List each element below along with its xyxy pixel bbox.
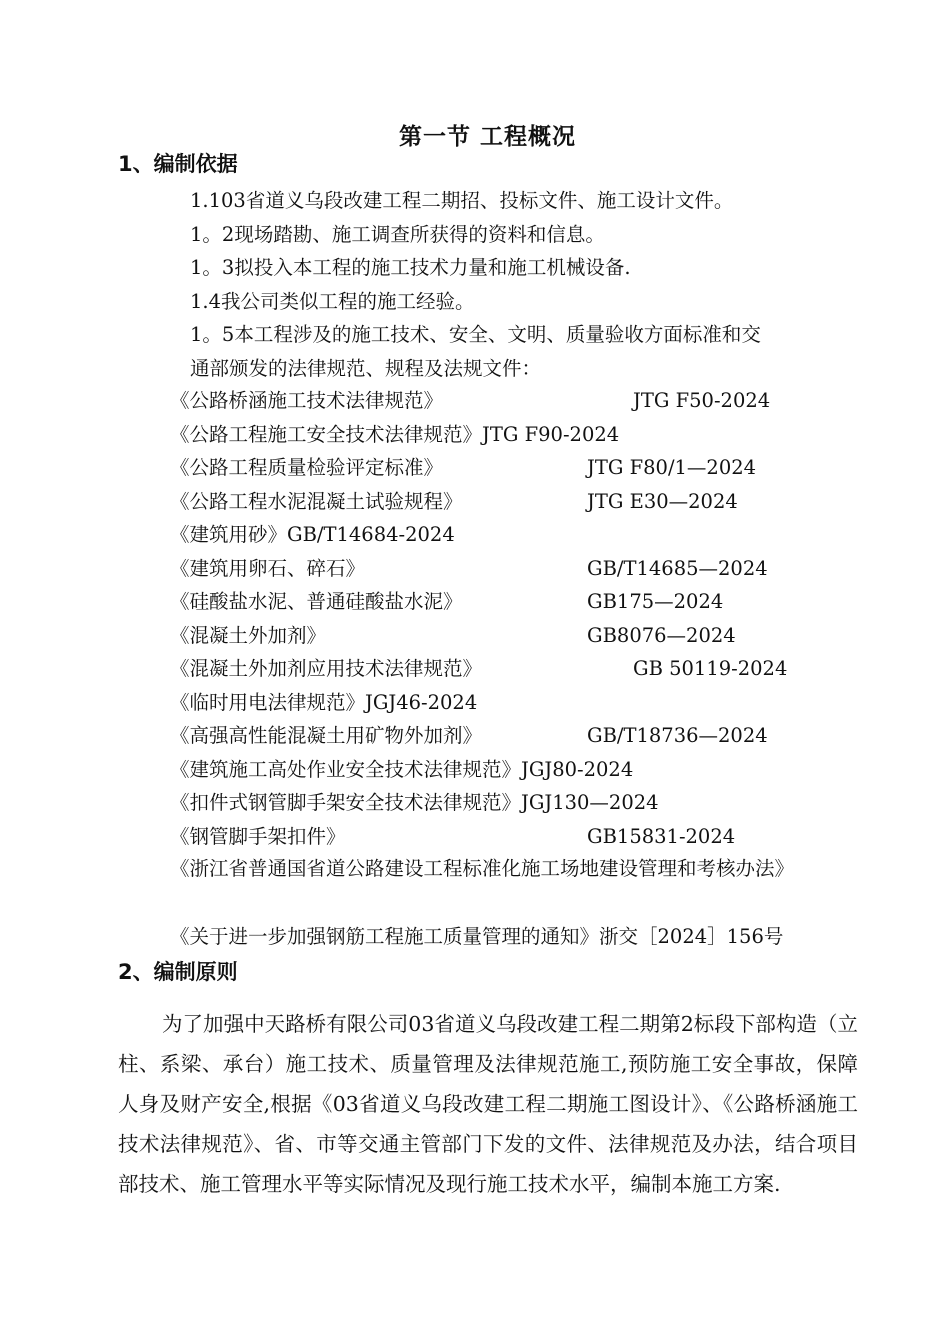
principles-paragraph: 为了加强中天路桥有限公司03省道义乌段改建工程二期第2标段下部构造（立柱、系梁、承台）施工技术、质量管理及法律规范施工,预防施工安全事故，保障人身及财产安全,根据《03省道义乌段改建工程二期施工图设计》、《公路桥涵施工技术法律规范》、省、市等交通主管部门下发的文件、法律规范及办法，结合项目部技术、施工管理水平等实际情况及现行施工技术水平，编制本施工方案. (118, 1012, 858, 1196)
standard-item (170, 652, 890, 686)
standard-item (170, 753, 890, 787)
standard-item (170, 585, 890, 619)
section-heading-principles: 2、编制原则 (118, 960, 238, 984)
basis-item: 1。2现场踏勘、施工调查所获得的资料和信息。 (190, 222, 605, 246)
standard-code: JTG F80/1—2024 (587, 456, 757, 479)
standard-item (170, 719, 890, 753)
standard-name: 《公路桥涵施工技术法律规范》 (170, 389, 444, 412)
standards-list (170, 384, 890, 853)
standard-name: 《公路工程施工安全技术法律规范》JTG F90-2024 (170, 422, 620, 446)
standard-item (170, 384, 890, 418)
standard-name: 《建筑用砂》GB/T14684-2024 (170, 523, 455, 546)
basis-item: 1.4我公司类似工程的施工经验。 (190, 289, 475, 313)
standard-code: GB 50119-2024 (633, 657, 788, 680)
standard-name: 《公路工程质量检验评定标准》 (170, 456, 444, 479)
standard-code: GB/T14685—2024 (587, 556, 768, 580)
standard-name: 《建筑施工高处作业安全技术法律规范》JGJ80-2024 (170, 757, 634, 781)
standard-code: JTG E30—2024 (587, 489, 738, 513)
basis-item: 1。5本工程涉及的施工技术、安全、文明、质量验收方面标准和交 (190, 323, 761, 346)
standard-item-long: 《浙江省普通国省道公路建设工程标准化施工场地建设管理和考核办法》 (170, 857, 795, 880)
standard-item (170, 619, 890, 653)
basis-item: 1.103省道义乌段改建工程二期招、投标文件、施工设计文件。 (190, 189, 734, 212)
standard-item (170, 552, 890, 586)
standard-name: 《扣件式钢管脚手架安全技术法律规范》JGJ130—2024 (170, 791, 659, 814)
standard-name: 《公路工程水泥混凝土试验规程》 (170, 489, 463, 513)
standard-code: GB/T18736—2024 (587, 724, 768, 747)
standard-item (170, 786, 890, 820)
standard-item (170, 485, 890, 519)
standard-name: 《混凝土外加剂应用技术法律规范》 (170, 657, 483, 680)
page-title: 第一节 工程概况 (398, 124, 576, 150)
standard-name: 《硅酸盐水泥、普通硅酸盐水泥》 (170, 590, 463, 613)
standard-item (170, 686, 890, 720)
standard-name: 《混凝土外加剂》 (170, 623, 327, 647)
basis-item-continuation: 通部颁发的法律规范、规程及法规文件： (190, 356, 542, 380)
standard-name: 《临时用电法律规范》JGJ46-2024 (170, 690, 478, 714)
standard-item (170, 820, 890, 854)
standard-name: 《钢管脚手架扣件》 (170, 824, 346, 848)
standard-code: JTG F50-2024 (633, 389, 771, 412)
basis-item: 1。3拟投入本工程的施工技术力量和施工机械设备. (190, 256, 631, 279)
standard-code: GB15831-2024 (587, 824, 736, 848)
basis-list (190, 184, 870, 385)
standard-item (170, 418, 890, 452)
section-heading-basis: 1、编制依据 (118, 152, 238, 176)
standard-name: 《建筑用卵石、碎石》 (170, 556, 366, 580)
standard-code: GB175—2024 (587, 590, 724, 613)
standard-name: 《高强高性能混凝土用矿物外加剂》 (170, 724, 483, 747)
standard-item-notice: 《关于进一步加强钢筋工程施工质量管理的通知》浙交［2024］156号 (170, 925, 784, 948)
standard-item (170, 451, 890, 485)
standard-item (170, 518, 890, 552)
standard-code: GB8076—2024 (587, 623, 736, 647)
